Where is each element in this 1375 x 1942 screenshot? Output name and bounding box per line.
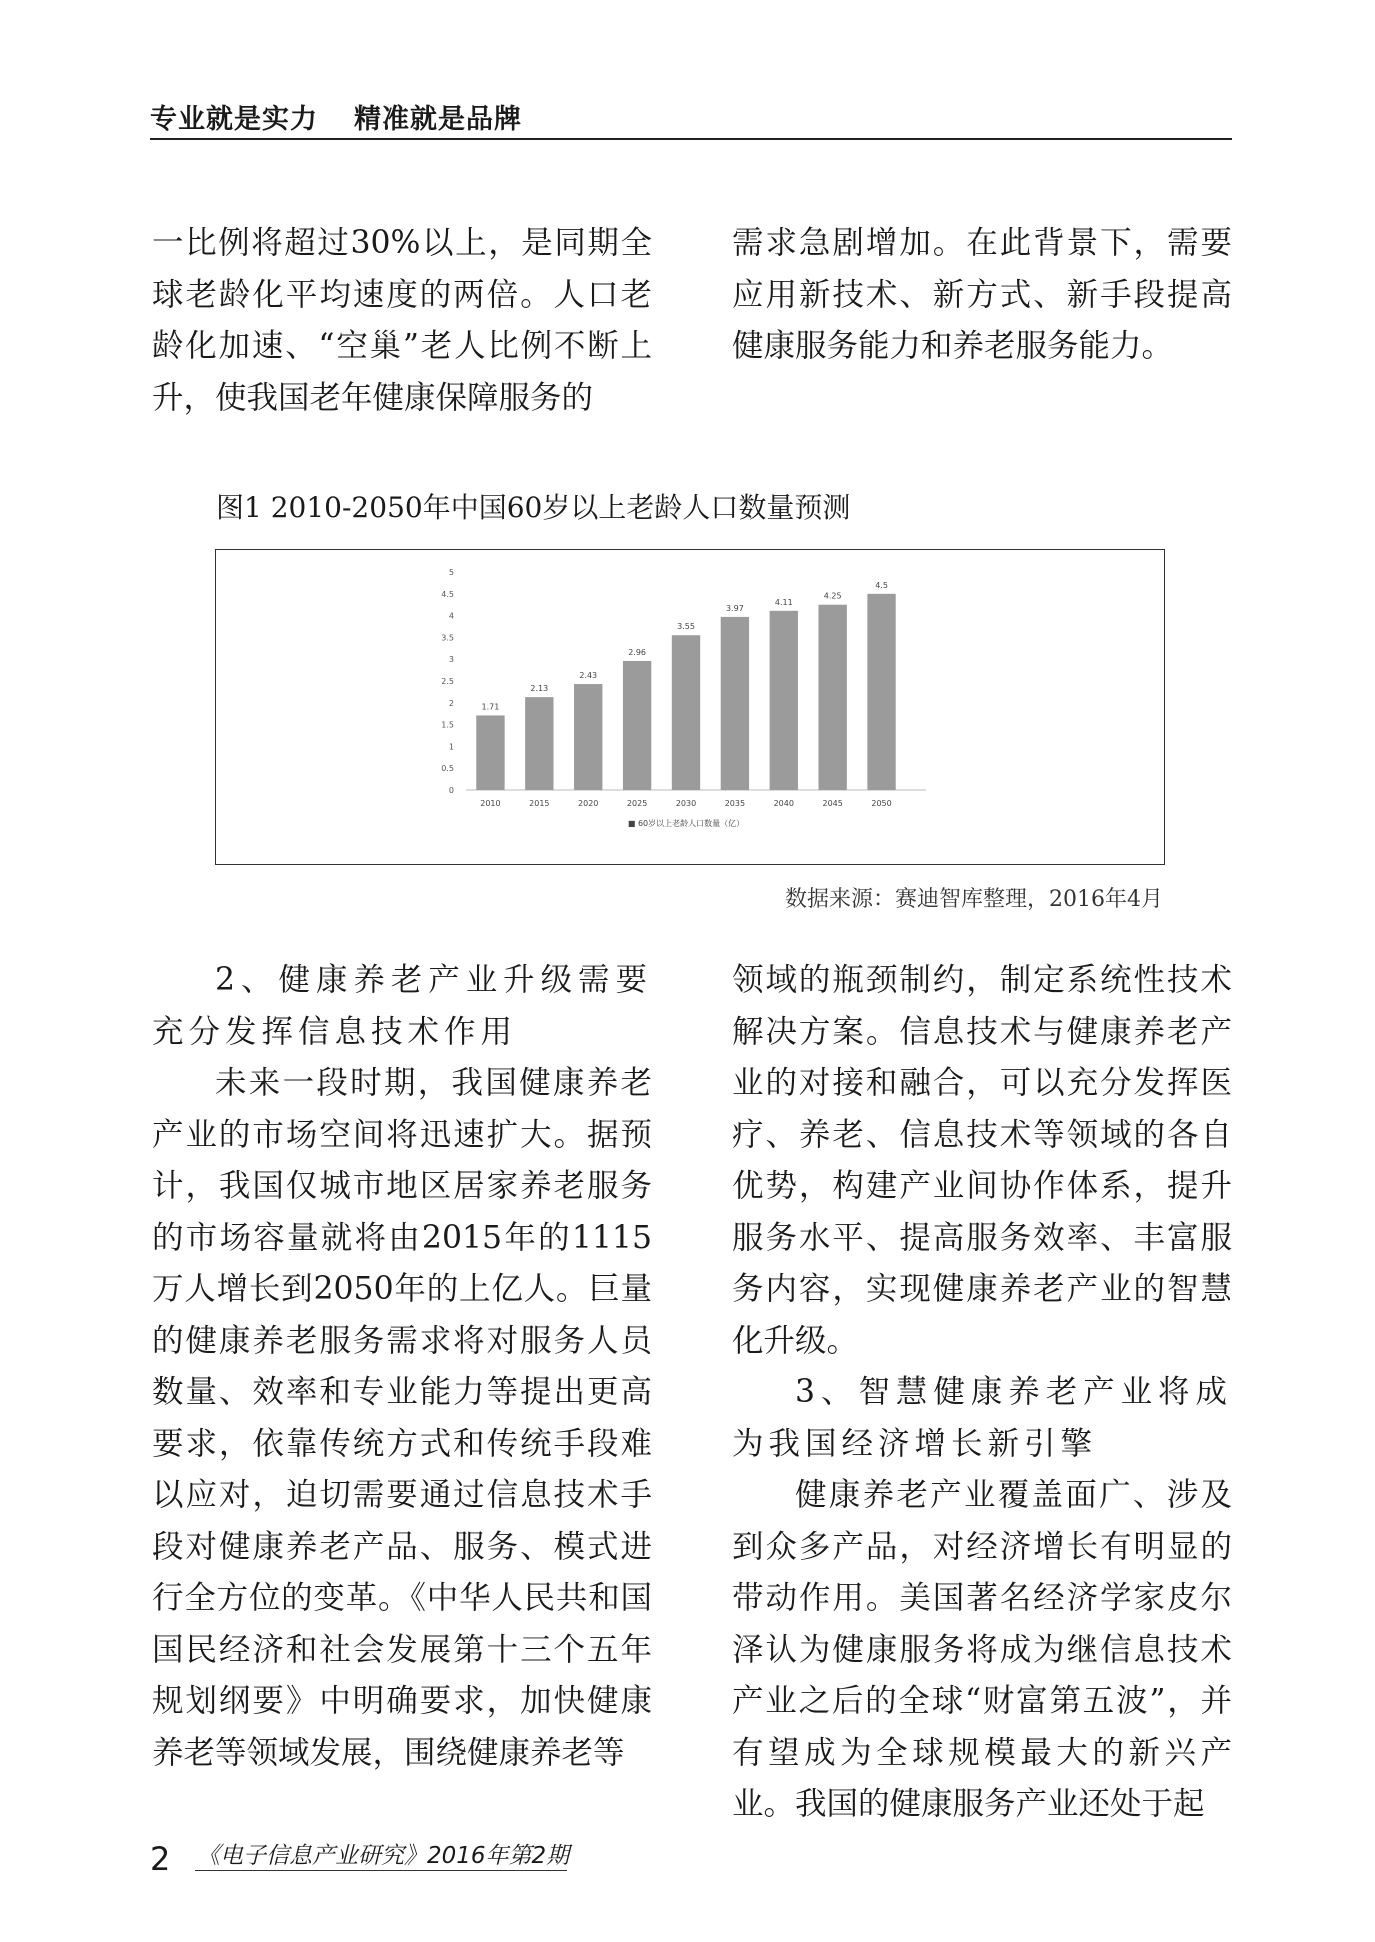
header-rule: [150, 138, 1232, 140]
y-tick-label: 3: [448, 655, 454, 665]
bar: [672, 635, 700, 790]
bar: [574, 684, 602, 790]
bar-value-label: 4.25: [823, 591, 842, 601]
bar-value-label: 4.11: [774, 597, 793, 607]
bar-value-label: 2.13: [530, 684, 549, 694]
column-4-text: [732, 955, 1232, 1831]
bar: [525, 697, 553, 790]
running-header: [150, 97, 558, 136]
x-tick-label: 2010: [480, 799, 501, 808]
bar: [721, 617, 749, 790]
x-tick-label: 2040: [773, 799, 794, 808]
y-tick-label: 0: [448, 786, 454, 795]
paragraph: 领域的瓶颈制约，制定系统性技术解决方案。信息技术与健康养老产业的对接和融合，可以充分发挥医疗、养老、信息技术等领域的各自优势，构建产业间协作体系，提升服务水平、提高服务效率、丰富服务内容，实现健康养老产业的智慧化升级。: [732, 962, 1232, 1359]
bar: [867, 594, 895, 790]
bar: [623, 661, 651, 790]
y-tick-label: 4: [448, 611, 454, 621]
figure-source: 数据来源：赛迪智库整理，2016年4月: [785, 887, 1163, 912]
x-tick-label: 2020: [578, 799, 599, 808]
x-tick-label: 2035: [724, 799, 746, 808]
x-tick-label: 2015: [529, 799, 550, 808]
x-tick-label: 2030: [675, 799, 697, 808]
column-1-text: [152, 218, 652, 424]
section-heading: 3、智慧健康养老产业将成为我国经济增长新引擎: [732, 1374, 1232, 1462]
y-tick-label: 5: [448, 568, 454, 577]
footer-rule: [195, 1870, 567, 1871]
journal-title: 《电子信息产业研究》2016年第2期: [197, 1843, 570, 1869]
bar-chart: [216, 550, 1166, 866]
y-tick-label: 2: [448, 698, 454, 708]
paragraph: 健康养老产业覆盖面广、涉及到众多产品，对经济增长有明显的带动作用。美国著名经济学家皮尔泽认为健康服务将成为继信息技术产业之后的全球“财富第五波”，并有望成为全球规模最大的新兴产业。我国的健康服务产业还处于起: [732, 1477, 1232, 1822]
x-tick-label: 2045: [822, 799, 843, 808]
bar-value-label: 2.43: [579, 671, 598, 681]
paragraph: 一比例将超过30%以上，是同期全球老龄化平均速度的两倍。人口老龄化加速、“空巢”老人比例不断上升，使我国老年健康保障服务的: [152, 225, 652, 416]
x-tick-label: 2050: [871, 799, 892, 808]
bar-value-label: 2.96: [628, 647, 647, 657]
bar-value-label: 4.5: [875, 580, 888, 590]
header-slogan-right: 精准就是品牌: [354, 104, 522, 135]
column-3-text: [152, 955, 652, 1779]
x-tick-label: 2025: [626, 799, 648, 808]
chart-frame: [215, 549, 1165, 865]
bar: [770, 611, 798, 790]
bar: [476, 715, 504, 790]
y-tick-label: 2.5: [441, 677, 454, 686]
page-number: 2: [150, 1840, 171, 1878]
y-tick-label: 1.5: [441, 720, 454, 730]
chart-legend: ■ 60岁以上老龄人口数量（亿）: [627, 819, 745, 828]
section-heading: 2、健康养老产业升级需要充分发挥信息技术作用: [152, 962, 652, 1050]
paragraph: 未来一段时期，我国健康养老产业的市场空间将迅速扩大。据预计，我国仅城市地区居家养老服务的市场容量就将由2015年的1115万人增长到2050年的上亿人。巨量的健康养老服务需求将对服务人员数量、效率和专业能力等提出更高要求，依靠传统方式和传统手段难以应对，迫切需要通过信息技术手段对健康养老产品、服务、模式进行全方位的变革。《中华人民共和国国民经济和社会发展第十三个五年规划纲要》中明确要求，加快健康养老等领域发展，围绕健康养老等: [152, 1065, 652, 1771]
y-tick-label: 1: [448, 742, 454, 752]
bar-value-label: 3.55: [677, 622, 695, 632]
column-2-text: [732, 218, 1232, 373]
paragraph: 需求急剧增加。在此背景下，需要应用新技术、新方式、新手段提高健康服务能力和养老服务能力。: [732, 225, 1232, 364]
bar: [818, 605, 846, 790]
figure-caption: 图1 2010-2050年中国60岁以上老龄人口数量预测: [216, 491, 851, 524]
y-tick-label: 3.5: [441, 633, 454, 643]
bar-value-label: 1.71: [481, 702, 500, 712]
bar-value-label: 3.97: [725, 603, 744, 613]
y-tick-label: 4.5: [441, 589, 454, 599]
header-slogan-left: 专业就是实力: [150, 104, 318, 135]
y-tick-label: 0.5: [441, 764, 454, 774]
